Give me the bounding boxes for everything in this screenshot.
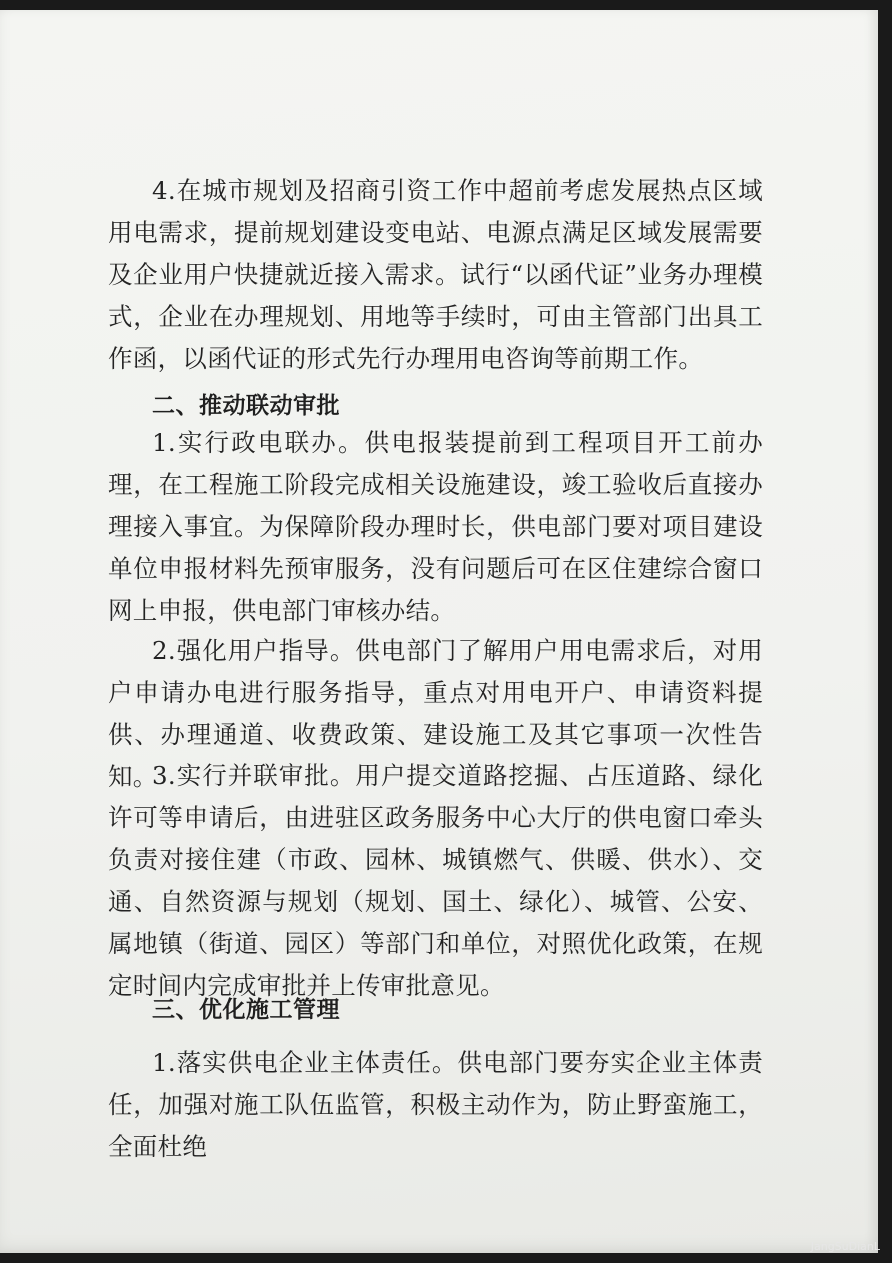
document-page bbox=[0, 10, 878, 1253]
paragraph-item-4: 4.在城市规划及招商引资工作中超前考虑发展热点区域用电需求，提前规划建设变电站、电源点满足区域发展需要及企业用户快捷就近接入需求。试行“以函代证”业务办理模式，企业在办理规划、用地等手续时，可由主管部门出具工作函，以函代证的形式先行办理用电咨询等前期工作。 bbox=[108, 176, 763, 373]
paragraph-responsibility: 1.落实供电企业主体责任。供电部门要夯实企业主体责任，加强对施工队伍监管，积极主动作为，防止野蛮施工，全面杜绝 bbox=[108, 1048, 763, 1161]
watermark-text: JangSuDianL bbox=[810, 1240, 880, 1253]
paragraph-parallel-approval: 3.实行并联审批。用户提交道路挖掘、占压道路、绿化许可等申请后，由进驻区政务服务中心大厅的供电窗口牵头负责对接住建（市政、园林、城镇燃气、供暖、供水）、交通、自然资源与规划（规划、国土、绿化）、城管、公安、属地镇（街道、园区）等部门和单位，对照优化政策，在规定时间内完成审批并上传审批意见。 bbox=[108, 761, 763, 1000]
section-heading-3: 三、优化施工管理 bbox=[152, 997, 340, 1023]
section-heading-2: 二、推动联动审批 bbox=[152, 393, 340, 419]
paragraph-user-guidance: 2.强化用户指导。供电部门了解用户用电需求后，对用户申请办电进行服务指导，重点对用电开户、申请资料提供、办理通道、收费政策、建设施工及其它事项一次性告知。 bbox=[108, 636, 763, 791]
paragraph-joint-office: 1.实行政电联办。供电报装提前到工程项目开工前办理，在工程施工阶段完成相关设施建设，竣工验收后直接办理接入事宜。为保障阶段办理时长，供电部门要对项目建设单位申报材料先预审服务，没有问题后可在区住建综合窗口网上申报，供电部门审核办结。 bbox=[108, 428, 763, 625]
